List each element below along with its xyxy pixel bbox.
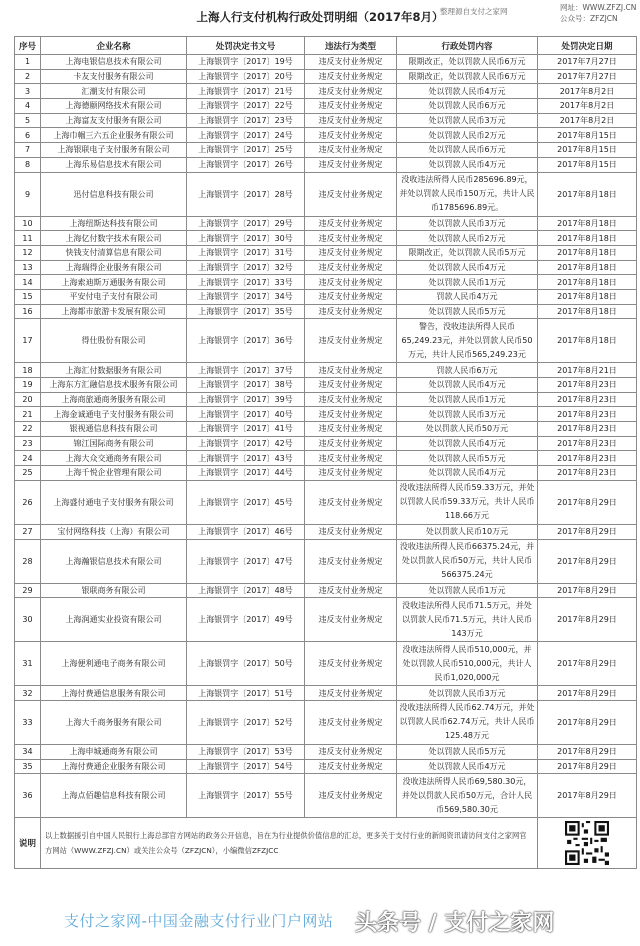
doc-number: 上海银罚字〔2017〕45号 (187, 480, 305, 524)
row-number: 36 (15, 774, 41, 818)
table-row (15, 69, 637, 84)
violation-type: 违反支付业务规定 (305, 231, 397, 246)
row-number: 20 (15, 392, 41, 407)
doc-number: 上海银罚字〔2017〕33号 (187, 275, 305, 290)
row-number: 10 (15, 216, 41, 231)
row-number: 9 (15, 172, 41, 216)
doc-number: 上海银罚字〔2017〕39号 (187, 392, 305, 407)
table-row (15, 216, 637, 231)
violation-type: 违反支付业务规定 (305, 686, 397, 701)
decision-date: 2017年8月18日 (538, 216, 637, 231)
decision-date: 2017年8月29日 (538, 598, 637, 642)
table-row (15, 392, 637, 407)
row-number: 15 (15, 289, 41, 304)
row-number: 21 (15, 407, 41, 422)
row-number: 14 (15, 275, 41, 290)
penalty-content: 处以罚款人民币6万元 (397, 99, 538, 114)
qr-code-icon (565, 821, 609, 865)
site-info (560, 2, 636, 24)
col-header-content: 行政处罚内容 (397, 37, 538, 55)
penalty-content: 处以罚款人民币4万元 (397, 466, 538, 481)
penalty-content: 警告，没收违法所得人民币65,249.23元，并处以罚款人民币50万元，共计人民币565,249.23元 (397, 319, 538, 363)
company-name: 平安付电子支付有限公司 (41, 289, 187, 304)
violation-type: 违反支付业务规定 (305, 583, 397, 598)
company-name: 汇潮支付有限公司 (41, 84, 187, 99)
doc-number: 上海银罚字〔2017〕38号 (187, 378, 305, 393)
row-number: 32 (15, 686, 41, 701)
penalty-content: 没收违法所得人民币285696.89元，并处以罚款人民币150万元，共计人民币1785696.89元。 (397, 172, 538, 216)
violation-type: 违反支付业务规定 (305, 363, 397, 378)
row-number: 13 (15, 260, 41, 275)
row-number: 11 (15, 231, 41, 246)
table-row (15, 84, 637, 99)
decision-date: 2017年8月29日 (538, 774, 637, 818)
company-name: 上海富友支付服务有限公司 (41, 113, 187, 128)
doc-number: 上海银罚字〔2017〕40号 (187, 407, 305, 422)
site-url: 网址：WWW.ZFZJ.CN (560, 3, 637, 12)
company-name: 上海德颐网络技术有限公司 (41, 99, 187, 114)
decision-date: 2017年8月23日 (538, 407, 637, 422)
table-row (15, 539, 637, 583)
row-number: 22 (15, 422, 41, 437)
penalty-content: 没收违法所得人民币62.74万元，并处以罚款人民币62.74万元，共计人民币125.48万元 (397, 700, 538, 744)
company-name: 上海大千商务服务有限公司 (41, 700, 187, 744)
table-row (15, 642, 637, 686)
violation-type: 违反支付业务规定 (305, 216, 397, 231)
company-name: 上海东方汇融信息技术服务有限公司 (41, 378, 187, 393)
penalty-content: 处以罚款人民币3万元 (397, 407, 538, 422)
decision-date: 2017年8月2日 (538, 84, 637, 99)
violation-type: 违反支付业务规定 (305, 392, 397, 407)
decision-date: 2017年8月29日 (538, 744, 637, 759)
row-number: 16 (15, 304, 41, 319)
row-number: 34 (15, 744, 41, 759)
violation-type: 违反支付业务规定 (305, 466, 397, 481)
company-name: 上海瀚银信息技术有限公司 (41, 539, 187, 583)
violation-type: 违反支付业务规定 (305, 774, 397, 818)
row-number: 35 (15, 759, 41, 774)
table-row (15, 319, 637, 363)
company-name: 上海千悦企业管理有限公司 (41, 466, 187, 481)
doc-number: 上海银罚字〔2017〕37号 (187, 363, 305, 378)
decision-date: 2017年8月18日 (538, 275, 637, 290)
doc-number: 上海银罚字〔2017〕50号 (187, 642, 305, 686)
note-label (15, 818, 41, 869)
table-row (15, 774, 637, 818)
table-row (15, 275, 637, 290)
table-row (15, 686, 637, 701)
penalty-content: 处以罚款人民币10万元 (397, 524, 538, 539)
row-number: 12 (15, 245, 41, 260)
decision-date: 2017年8月29日 (538, 700, 637, 744)
penalty-content: 没收违法所得人民币71.5万元，并处以罚款人民币71.5万元，共计人民币143万元 (397, 598, 538, 642)
site-wechat: 公众号：ZFZJCN (560, 14, 618, 23)
decision-date: 2017年8月15日 (538, 157, 637, 172)
penalty-content: 处以罚款人民币1万元 (397, 392, 538, 407)
table-row (15, 436, 637, 451)
penalty-content: 处以罚款人民币4万元 (397, 436, 538, 451)
decision-date: 2017年7月27日 (538, 69, 637, 84)
footer-site-name[interactable]: 支付之家网-中国金融支付行业门户网站 (64, 912, 334, 930)
table-row (15, 99, 637, 114)
penalty-content: 没收违法所得人民币510,000元，并处以罚款人民币510,000元，共计人民币1,020,000元 (397, 642, 538, 686)
table-row (15, 363, 637, 378)
violation-type: 违反支付业务规定 (305, 157, 397, 172)
company-name: 上海纽斯达科技有限公司 (41, 216, 187, 231)
row-number: 7 (15, 143, 41, 158)
decision-date: 2017年8月21日 (538, 363, 637, 378)
row-number: 1 (15, 55, 41, 70)
table-row (15, 245, 637, 260)
col-header-date: 处罚决定日期 (538, 37, 637, 55)
doc-number: 上海银罚字〔2017〕28号 (187, 172, 305, 216)
company-name: 银视通信息科技有限公司 (41, 422, 187, 437)
table-row (15, 466, 637, 481)
decision-date: 2017年8月29日 (538, 583, 637, 598)
violation-type: 违反支付业务规定 (305, 55, 397, 70)
violation-type: 违反支付业务规定 (305, 128, 397, 143)
decision-date: 2017年8月18日 (538, 289, 637, 304)
violation-type: 违反支付业务规定 (305, 260, 397, 275)
doc-number: 上海银罚字〔2017〕23号 (187, 113, 305, 128)
doc-number: 上海银罚字〔2017〕54号 (187, 759, 305, 774)
decision-date: 2017年8月18日 (538, 172, 637, 216)
company-name: 上海润通实业投资有限公司 (41, 598, 187, 642)
table-row (15, 407, 637, 422)
company-name: 锦江国际商务有限公司 (41, 436, 187, 451)
doc-number: 上海银罚字〔2017〕34号 (187, 289, 305, 304)
penalty-content: 处以罚款人民币5万元 (397, 451, 538, 466)
doc-number: 上海银罚字〔2017〕31号 (187, 245, 305, 260)
company-name: 上海瑞得企业服务有限公司 (41, 260, 187, 275)
row-number: 17 (15, 319, 41, 363)
company-name: 上海付费通信息服务有限公司 (41, 686, 187, 701)
row-number: 26 (15, 480, 41, 524)
doc-number: 上海银罚字〔2017〕46号 (187, 524, 305, 539)
company-name: 得仕股份有限公司 (41, 319, 187, 363)
table-row (15, 55, 637, 70)
note-row (15, 818, 637, 869)
row-number: 19 (15, 378, 41, 393)
violation-type: 违反支付业务规定 (305, 319, 397, 363)
row-number: 27 (15, 524, 41, 539)
violation-type: 违反支付业务规定 (305, 275, 397, 290)
decision-date: 2017年8月29日 (538, 539, 637, 583)
doc-number: 上海银罚字〔2017〕24号 (187, 128, 305, 143)
decision-date: 2017年8月29日 (538, 686, 637, 701)
table-row (15, 289, 637, 304)
row-number: 18 (15, 363, 41, 378)
col-header-company: 企业名称 (41, 37, 187, 55)
row-number: 3 (15, 84, 41, 99)
violation-type: 违反支付业务规定 (305, 744, 397, 759)
company-name: 上海申城通商务有限公司 (41, 744, 187, 759)
doc-number: 上海银罚字〔2017〕42号 (187, 436, 305, 451)
note-text: 以上数据援引自中国人民银行上海总部官方网站的政务公开信息，旨在为行业提供价值信息的汇总，更多关于支付行业的新闻资讯请访问支付之家网官方网站（WWW.ZFZJ.CN）或关注公众号（ZFZJCN），小编微信ZFZJCC (41, 818, 538, 869)
doc-number: 上海银罚字〔2017〕29号 (187, 216, 305, 231)
doc-number: 上海银罚字〔2017〕22号 (187, 99, 305, 114)
table-row (15, 157, 637, 172)
row-number: 8 (15, 157, 41, 172)
decision-date: 2017年8月23日 (538, 466, 637, 481)
table-header-row (15, 37, 637, 55)
row-number: 33 (15, 700, 41, 744)
row-number: 4 (15, 99, 41, 114)
company-name: 上海乐易信息技术有限公司 (41, 157, 187, 172)
penalty-table (14, 36, 637, 869)
source-note: 整理源自支付之家网 (440, 7, 508, 16)
penalty-content: 处以罚款人民币3万元 (397, 216, 538, 231)
doc-number: 上海银罚字〔2017〕36号 (187, 319, 305, 363)
penalty-content: 罚款人民币6万元 (397, 363, 538, 378)
table-row (15, 113, 637, 128)
violation-type: 违反支付业务规定 (305, 598, 397, 642)
doc-number: 上海银罚字〔2017〕53号 (187, 744, 305, 759)
decision-date: 2017年8月18日 (538, 231, 637, 246)
penalty-content: 处以罚款人民币5万元 (397, 304, 538, 319)
watermark: 头条号 / 支付之家网 (355, 911, 555, 936)
row-number: 31 (15, 642, 41, 686)
decision-date: 2017年8月23日 (538, 392, 637, 407)
penalty-content: 处以罚款人民币4万元 (397, 84, 538, 99)
penalty-content: 处以罚款人民币2万元 (397, 128, 538, 143)
violation-type: 违反支付业务规定 (305, 407, 397, 422)
decision-date: 2017年8月2日 (538, 113, 637, 128)
company-name: 上海点佰趣信息科技有限公司 (41, 774, 187, 818)
doc-number: 上海银罚字〔2017〕55号 (187, 774, 305, 818)
doc-number: 上海银罚字〔2017〕52号 (187, 700, 305, 744)
decision-date: 2017年8月29日 (538, 480, 637, 524)
penalty-content: 限期改正，处以罚款人民币6万元 (397, 69, 538, 84)
violation-type: 违反支付业务规定 (305, 84, 397, 99)
table-row (15, 231, 637, 246)
violation-type: 违反支付业务规定 (305, 245, 397, 260)
penalty-content: 处以罚款人民币3万元 (397, 113, 538, 128)
table-body (15, 55, 637, 818)
penalty-content: 处以罚款人民币5万元 (397, 744, 538, 759)
decision-date: 2017年8月18日 (538, 319, 637, 363)
decision-date: 2017年8月29日 (538, 524, 637, 539)
company-name: 银联商务有限公司 (41, 583, 187, 598)
decision-date: 2017年8月15日 (538, 128, 637, 143)
company-name: 迅付信息科技有限公司 (41, 172, 187, 216)
decision-date: 2017年8月2日 (538, 99, 637, 114)
violation-type: 违反支付业务规定 (305, 451, 397, 466)
row-number: 5 (15, 113, 41, 128)
company-name: 上海索迪斯万通服务有限公司 (41, 275, 187, 290)
decision-date: 2017年8月18日 (538, 260, 637, 275)
table-row (15, 744, 637, 759)
company-name: 上海汇付数据服务有限公司 (41, 363, 187, 378)
penalty-content: 没收违法所得人民币69,580.30元，并处以罚款人民币50万元，合计人民币569,580.30元 (397, 774, 538, 818)
doc-number: 上海银罚字〔2017〕35号 (187, 304, 305, 319)
decision-date: 2017年8月23日 (538, 436, 637, 451)
violation-type: 违反支付业务规定 (305, 422, 397, 437)
company-name: 上海都市旅游卡发展有限公司 (41, 304, 187, 319)
company-name: 宝付网络科技（上海）有限公司 (41, 524, 187, 539)
decision-date: 2017年8月18日 (538, 245, 637, 260)
decision-date: 2017年8月18日 (538, 304, 637, 319)
penalty-content: 没收违法所得人民币66375.24元，并处以罚款人民币50万元，共计人民币566375.24元 (397, 539, 538, 583)
company-name: 上海商旅通商务服务有限公司 (41, 392, 187, 407)
doc-number: 上海银罚字〔2017〕19号 (187, 55, 305, 70)
table-row (15, 128, 637, 143)
doc-number: 上海银罚字〔2017〕21号 (187, 84, 305, 99)
company-name: 上海便利通电子商务有限公司 (41, 642, 187, 686)
violation-type: 违反支付业务规定 (305, 99, 397, 114)
violation-type: 违反支付业务规定 (305, 642, 397, 686)
company-name: 快钱支付清算信息有限公司 (41, 245, 187, 260)
company-name: 上海盛付通电子支付服务有限公司 (41, 480, 187, 524)
table-row (15, 480, 637, 524)
penalty-content: 处以罚款人民币50万元 (397, 422, 538, 437)
doc-number: 上海银罚字〔2017〕44号 (187, 466, 305, 481)
penalty-content: 罚款人民币4万元 (397, 289, 538, 304)
penalty-content: 处以罚款人民币2万元 (397, 231, 538, 246)
row-number: 23 (15, 436, 41, 451)
company-name: 上海巾帼三六五企业服务有限公司 (41, 128, 187, 143)
page-title: 上海人行支付机构行政处罚明细（2017年8月） (196, 10, 444, 24)
company-name: 上海亿付数字技术有限公司 (41, 231, 187, 246)
violation-type: 违反支付业务规定 (305, 143, 397, 158)
table-row (15, 759, 637, 774)
doc-number: 上海银罚字〔2017〕32号 (187, 260, 305, 275)
table-row (15, 143, 637, 158)
table-row (15, 378, 637, 393)
doc-number: 上海银罚字〔2017〕47号 (187, 539, 305, 583)
company-name: 上海电银信息技术有限公司 (41, 55, 187, 70)
doc-number: 上海银罚字〔2017〕43号 (187, 451, 305, 466)
col-header-doc: 处罚决定书文号 (187, 37, 305, 55)
note-label-text: 说明 (18, 839, 36, 850)
col-header-no: 序号 (15, 37, 41, 55)
violation-type: 违反支付业务规定 (305, 69, 397, 84)
penalty-content: 处以罚款人民币6万元 (397, 143, 538, 158)
violation-type: 违反支付业务规定 (305, 539, 397, 583)
doc-number: 上海银罚字〔2017〕25号 (187, 143, 305, 158)
table-row (15, 583, 637, 598)
violation-type: 违反支付业务规定 (305, 378, 397, 393)
table-row (15, 260, 637, 275)
violation-type: 违反支付业务规定 (305, 480, 397, 524)
qr-cell (538, 818, 637, 869)
company-name: 上海金诚通电子支付服务有限公司 (41, 407, 187, 422)
table-row (15, 598, 637, 642)
company-name: 卡友支付服务有限公司 (41, 69, 187, 84)
violation-type: 违反支付业务规定 (305, 524, 397, 539)
table-row (15, 304, 637, 319)
penalty-content: 处以罚款人民币4万元 (397, 378, 538, 393)
decision-date: 2017年7月27日 (538, 55, 637, 70)
decision-date: 2017年8月15日 (538, 143, 637, 158)
penalty-content: 处以罚款人民币1万元 (397, 275, 538, 290)
company-name: 上海付费通企业服务有限公司 (41, 759, 187, 774)
row-number: 25 (15, 466, 41, 481)
penalty-content: 处以罚款人民币4万元 (397, 157, 538, 172)
violation-type: 违反支付业务规定 (305, 289, 397, 304)
penalty-content: 限期改正，处以罚款人民币6万元 (397, 55, 538, 70)
decision-date: 2017年8月29日 (538, 759, 637, 774)
penalty-content: 处以罚款人民币3万元 (397, 686, 538, 701)
row-number: 24 (15, 451, 41, 466)
table-row (15, 172, 637, 216)
decision-date: 2017年8月29日 (538, 642, 637, 686)
violation-type: 违反支付业务规定 (305, 700, 397, 744)
row-number: 29 (15, 583, 41, 598)
table-row (15, 700, 637, 744)
decision-date: 2017年8月23日 (538, 378, 637, 393)
violation-type: 违反支付业务规定 (305, 436, 397, 451)
company-name: 上海银联电子支付服务有限公司 (41, 143, 187, 158)
doc-number: 上海银罚字〔2017〕26号 (187, 157, 305, 172)
doc-number: 上海银罚字〔2017〕51号 (187, 686, 305, 701)
doc-number: 上海银罚字〔2017〕49号 (187, 598, 305, 642)
violation-type: 违反支付业务规定 (305, 759, 397, 774)
doc-number: 上海银罚字〔2017〕48号 (187, 583, 305, 598)
footer-banner (0, 904, 640, 946)
violation-type: 违反支付业务规定 (305, 304, 397, 319)
table-row (15, 451, 637, 466)
col-header-type: 违法行为类型 (305, 37, 397, 55)
penalty-content: 处以罚款人民币4万元 (397, 759, 538, 774)
row-number: 30 (15, 598, 41, 642)
violation-type: 违反支付业务规定 (305, 113, 397, 128)
doc-number: 上海银罚字〔2017〕30号 (187, 231, 305, 246)
table-row (15, 422, 637, 437)
row-number: 28 (15, 539, 41, 583)
doc-number: 上海银罚字〔2017〕41号 (187, 422, 305, 437)
penalty-content: 处以罚款人民币4万元 (397, 260, 538, 275)
table-row (15, 524, 637, 539)
violation-type: 违反支付业务规定 (305, 172, 397, 216)
row-number: 6 (15, 128, 41, 143)
penalty-content: 限期改正，处以罚款人民币5万元 (397, 245, 538, 260)
penalty-content: 处以罚款人民币1万元 (397, 583, 538, 598)
penalty-content: 没收违法所得人民币59.33万元，并处以罚款人民币59.33万元，共计人民币118.66万元 (397, 480, 538, 524)
decision-date: 2017年8月23日 (538, 422, 637, 437)
decision-date: 2017年8月23日 (538, 451, 637, 466)
row-number: 2 (15, 69, 41, 84)
company-name: 上海大众交通商务有限公司 (41, 451, 187, 466)
doc-number: 上海银罚字〔2017〕20号 (187, 69, 305, 84)
